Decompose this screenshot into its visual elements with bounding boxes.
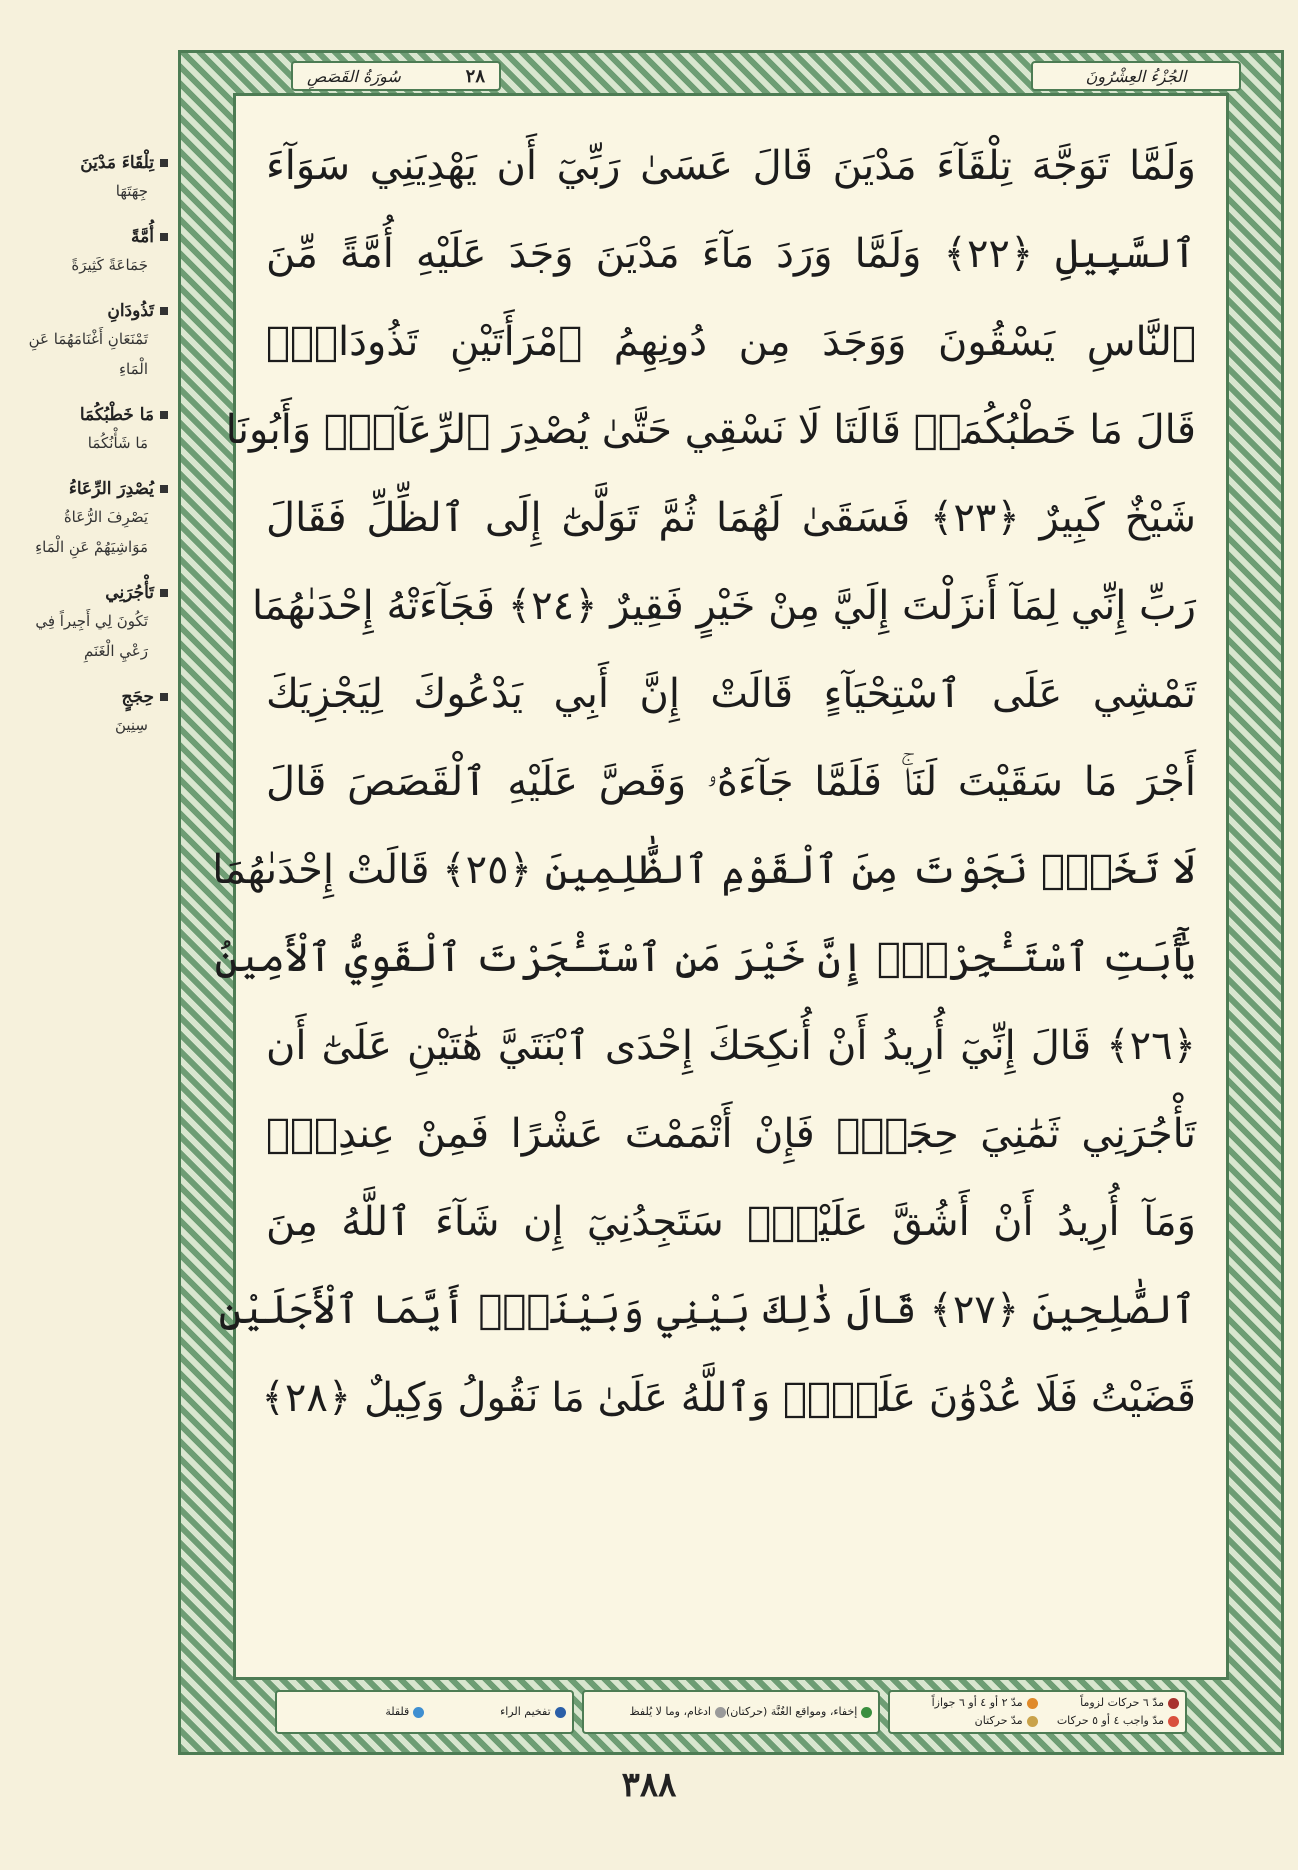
bullet-icon [160, 411, 168, 419]
legend-label: مدّ حركتان [974, 1714, 1023, 1727]
glossary-definition: يَصْرِفَ الرُّعَاةُ مَوَاشِيَهُمْ عَنِ الْمَاءِ [35, 508, 148, 556]
color-dot-icon [1168, 1716, 1179, 1727]
glossary-word-text: تَأْجُرَنِي [105, 583, 154, 603]
color-dot-icon [555, 1707, 566, 1718]
glossary-entry [8, 150, 168, 206]
glossary-word-text: يُصْدِرَ الرِّعَاءُ [68, 479, 154, 499]
glossary-entry [8, 476, 168, 562]
verse-line: ٱلصَّٰلِحِينَ ﴿٢٧﴾ قَالَ ذَٰلِكَ بَيْنِي وَبَيْنَكَۖ أَيَّمَا ٱلْأَجَلَيْنِ [218, 1287, 1196, 1333]
legend-box-ghunna [582, 1690, 881, 1734]
bullet-icon [160, 693, 168, 701]
legend-box-madd [888, 1690, 1187, 1734]
juz-header [1031, 61, 1241, 91]
text-panel [212, 93, 1229, 1680]
color-dot-icon [1027, 1716, 1038, 1727]
legend-item [896, 1694, 1037, 1712]
verse-line: رَبِّ إِنِّي لِمَآ أَنزَلْتَ إِلَيَّ مِنْ خَيْرٍ فَقِيرٌ ﴿٢٤﴾ فَجَآءَتْهُ إِحْدَىٰهُمَا [252, 583, 1196, 629]
glossary-word [8, 476, 168, 502]
legend-label: تفخيم الراء [500, 1705, 551, 1718]
verse-line: لَا تَخَفْۖ نَجَوْتَ مِنَ ٱلْقَوْمِ ٱلظَّٰلِمِينَ ﴿٢٥﴾ قَالَتْ إِحْدَىٰهُمَا [212, 847, 1196, 893]
page-number: ٣٨٨ [621, 1765, 677, 1805]
glossary-definition: تَكُونَ لِي أَجِيراً فِي رَعْيِ الْغَنَمِ [35, 612, 148, 660]
ornamental-frame [178, 50, 1284, 1755]
glossary-sidebar [8, 150, 168, 758]
bullet-icon [160, 159, 168, 167]
legend-item [1038, 1694, 1179, 1712]
verse-line: ٱلسَّبِيلِ ﴿٢٢﴾ وَلَمَّا وَرَدَ مَآءَ مَدْيَنَ وَجَدَ عَلَيْهِ أُمَّةً مِّنَ [266, 231, 1197, 277]
verse-line: يَٰٓأَبَتِ ٱسْتَـْٔجِرْهُۖ إِنَّ خَيْرَ مَنِ ٱسْتَـْٔجَرْتَ ٱلْقَوِيُّ ٱلْأَمِينُ [214, 935, 1196, 981]
legend-item [283, 1694, 424, 1730]
verse-line: وَلَمَّا تَوَجَّهَ تِلْقَآءَ مَدْيَنَ قَالَ عَسَىٰ رَبِّيٓ أَن يَهْدِيَنِي سَوَآءَ [266, 143, 1197, 189]
bullet-icon [160, 233, 168, 241]
glossary-entry [8, 298, 168, 384]
legend-item [1038, 1712, 1179, 1730]
verse-line: ٱلنَّاسِ يَسْقُونَ وَوَجَدَ مِن دُونِهِمُ ٱمْرَأَتَيْنِ تَذُودَانِۖ [266, 319, 1196, 365]
glossary-entry [8, 402, 168, 458]
verse-line: قَالَ مَا خَطْبُكُمَاۖ قَالَتَا لَا نَسْقِي حَتَّىٰ يُصْدِرَ ٱلرِّعَآءُۖ وَأَبُونَا [225, 407, 1196, 453]
glossary-word [8, 684, 168, 710]
glossary-word-text: تَذُودَانِ [107, 301, 154, 321]
glossary-word-text: أُمَّةً [131, 227, 154, 247]
glossary-word [8, 402, 168, 428]
bullet-icon [160, 589, 168, 597]
glossary-entry [8, 224, 168, 280]
bullet-icon [160, 307, 168, 315]
legend-label: مدّ ٦ حركات لزوماً [1080, 1696, 1164, 1709]
verse-line: ﴿٢٦﴾ قَالَ إِنِّيٓ أُرِيدُ أَنْ أُنكِحَكَ إِحْدَى ٱبْنَتَيَّ هَٰتَيْنِ عَلَىٰٓ أَن [266, 1023, 1196, 1069]
color-dot-icon [861, 1707, 872, 1718]
legend-label: ادغام، وما لا يُلفظ [629, 1705, 711, 1718]
color-dot-icon [1027, 1698, 1038, 1709]
glossary-word [8, 298, 168, 324]
glossary-word-text: مَا خَطْبُكُمَا [79, 405, 154, 425]
verse-line: تَأْجُرَنِي ثَمَٰنِيَ حِجَجٍۖ فَإِنْ أَتْمَمْتَ عَشْرًا فَمِنْ عِندِكَۖ [266, 1111, 1196, 1157]
surah-number: ٢٨ [465, 65, 485, 87]
juz-name: الجُزْءُ العِشْرُونَ [1085, 66, 1187, 86]
legend-label: إخفاء، ومواقع الغُنَّة (حركتان) [725, 1705, 858, 1718]
glossary-definition: جِهَتَهَا [115, 182, 148, 200]
verse-line: وَمَآ أُرِيدُ أَنْ أَشُقَّ عَلَيْكَۚ سَتَجِدُنِيٓ إِن شَآءَ ٱللَّهُ مِنَ [266, 1199, 1196, 1245]
glossary-definition: مَا شَأْنُكُمَا [87, 434, 148, 452]
quran-text [212, 122, 1197, 1442]
tajweed-legend [275, 1690, 1187, 1734]
color-dot-icon [715, 1707, 726, 1718]
glossary-entry [8, 684, 168, 740]
bullet-icon [160, 485, 168, 493]
color-dot-icon [1168, 1698, 1179, 1709]
color-dot-icon [413, 1707, 424, 1718]
glossary-entry [8, 580, 168, 666]
glossary-definition: سِنِينَ [114, 716, 148, 734]
glossary-word [8, 580, 168, 606]
surah-name: سُورَةُ القَصَصِ [307, 66, 401, 86]
legend-box-ra [275, 1690, 574, 1734]
glossary-word [8, 150, 168, 176]
legend-item [726, 1694, 872, 1730]
verse-line: تَمْشِي عَلَى ٱسْتِحْيَآءٍ قَالَتْ إِنَّ أَبِي يَدْعُوكَ لِيَجْزِيَكَ [266, 671, 1196, 717]
legend-item [590, 1694, 726, 1730]
glossary-word [8, 224, 168, 250]
legend-label: مدّ ٢ أو ٤ أو ٦ جوازاً [931, 1696, 1023, 1709]
verse-line: قَضَيْتُ فَلَا عُدْوَٰنَ عَلَيَّۖ وَٱللَّهُ عَلَىٰ مَا نَقُولُ وَكِيلٌ ﴿٢٨﴾ [261, 1375, 1196, 1421]
glossary-word-text: تِلْقَاءَ مَدْيَنَ [80, 153, 154, 173]
glossary-word-text: حِجَجٍ [121, 687, 154, 707]
legend-item [424, 1694, 565, 1730]
glossary-definition: جَمَاعَةً كَثِيرَةً [71, 256, 148, 274]
legend-item [896, 1712, 1037, 1730]
verse-line: شَيْخٌ كَبِيرٌ ﴿٢٣﴾ فَسَقَىٰ لَهُمَا ثُمَّ تَوَلَّىٰٓ إِلَى ٱلظِّلِّ فَقَالَ [266, 495, 1197, 541]
verse-line: أَجْرَ مَا سَقَيْتَ لَنَاۚ فَلَمَّا جَآءَهُۥ وَقَصَّ عَلَيْهِ ٱلْقَصَصَ قَالَ [266, 759, 1196, 805]
glossary-definition: تَمْنَعَانِ أَغْنَامَهُمَا عَنِ الْمَاءِ [28, 330, 148, 378]
legend-label: قلقلة [385, 1705, 410, 1718]
legend-label: مدّ واجب ٤ أو ٥ حركات [1056, 1714, 1164, 1727]
surah-header [291, 61, 501, 91]
